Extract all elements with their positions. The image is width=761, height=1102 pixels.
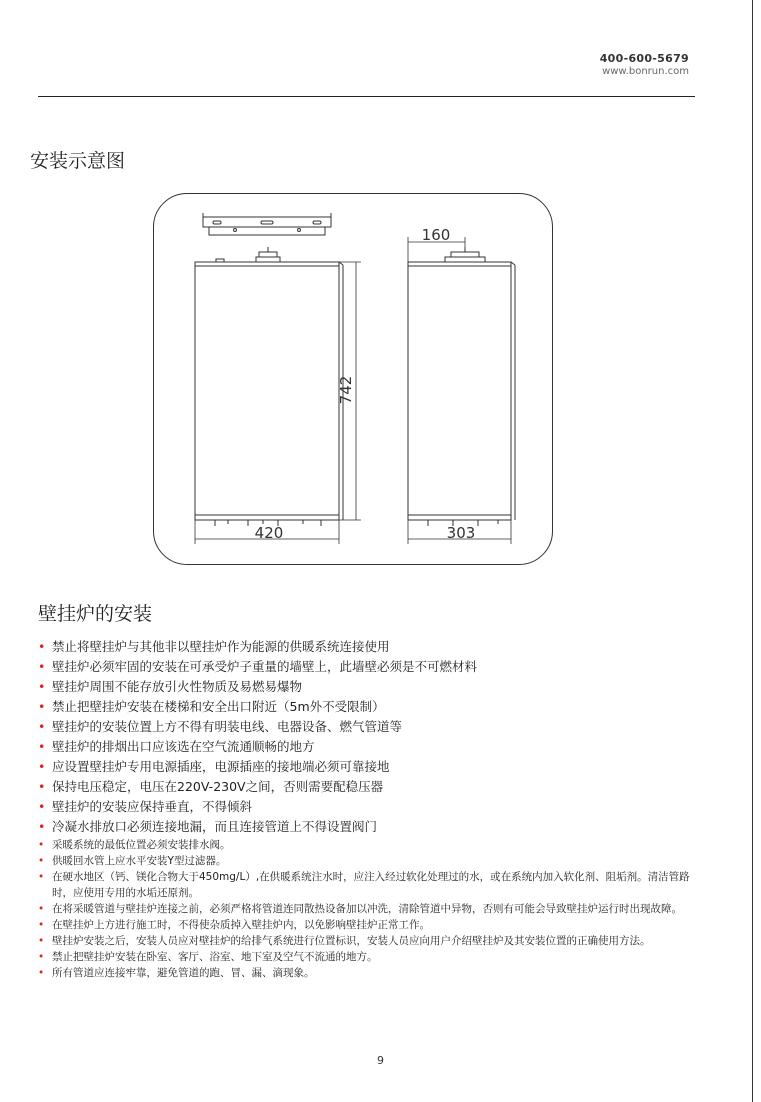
list-item bbox=[38, 737, 718, 757]
bullet-icon: • bbox=[38, 839, 45, 851]
bullet-icon: • bbox=[38, 855, 45, 867]
bullet-icon: • bbox=[38, 659, 46, 674]
list-item-text: 在壁挂炉上方进行施工时，不得使杂质掉入壁挂炉内，以免影响壁挂炉正常工作。 bbox=[52, 918, 430, 931]
list-item-text: 采暖系统的最低位置必须安装排水阀。 bbox=[52, 839, 231, 851]
list-item-text: 在将采暖管道与壁挂炉连接之前，必须严格将管道连同散热设备加以冲洗，清除管道中异物，否则有可能会导致壁挂炉运行时出现故障。 bbox=[52, 902, 682, 915]
list-item-text: 壁挂炉周围不能存放引火性物质及易燃易爆物 bbox=[52, 679, 303, 694]
bullet-icon: • bbox=[38, 719, 46, 734]
bullet-icon: • bbox=[38, 819, 46, 834]
list-item-text: 壁挂炉的安装位置上方不得有明装电线、电器设备、燃气管道等 bbox=[52, 719, 403, 734]
bullet-icon: • bbox=[38, 799, 46, 814]
list-item bbox=[38, 934, 698, 950]
list-item bbox=[38, 797, 718, 817]
list-item-text: 所有管道应连接牢靠，避免管道的跑、冒、漏、滴现象。 bbox=[52, 966, 315, 979]
bullet-icon: • bbox=[38, 759, 46, 774]
list-item bbox=[38, 902, 698, 918]
bullet-icon: • bbox=[38, 918, 45, 931]
height-dimension-label: 742 bbox=[337, 375, 355, 405]
bullet-icon: • bbox=[38, 639, 46, 654]
phone-number: 400-600-5679 bbox=[599, 52, 689, 65]
bullet-icon: • bbox=[38, 966, 45, 979]
contact-info bbox=[600, 52, 689, 77]
list-item-text: 壁挂炉安装之后，安装人员应对壁挂炉的给排气系统进行位置标识，安装人员应向用户介绍壁挂炉及其安装位置的正确使用方法。 bbox=[52, 934, 651, 947]
list-item-text: 禁止把壁挂炉安装在楼梯和安全出口附近（5m外不受限制） bbox=[52, 699, 385, 714]
flue-offset-label: 160 bbox=[421, 226, 451, 244]
install-diagram-title: 安装示意图 bbox=[30, 150, 126, 172]
list-item bbox=[38, 950, 698, 966]
list-item bbox=[38, 757, 718, 777]
list-item bbox=[38, 657, 718, 677]
list-item bbox=[38, 870, 698, 901]
list-item bbox=[38, 717, 718, 737]
primary-requirements-list bbox=[38, 637, 718, 837]
secondary-requirements-list bbox=[38, 838, 698, 982]
header-divider bbox=[38, 96, 695, 97]
list-item bbox=[38, 854, 698, 870]
list-item bbox=[38, 697, 718, 717]
list-item-text: 壁挂炉的排烟出口应该选在空气流通顺畅的地方 bbox=[52, 739, 315, 754]
bullet-icon: • bbox=[38, 699, 46, 714]
list-item-text: 壁挂炉的安装应保持垂直，不得倾斜 bbox=[52, 799, 253, 814]
list-item-text: 冷凝水排放口必须连接地漏，而且连接管道上不得设置阀门 bbox=[52, 819, 378, 834]
list-item bbox=[38, 677, 718, 697]
list-item bbox=[38, 918, 698, 934]
bullet-icon: • bbox=[38, 934, 45, 947]
side-depth-label: 303 bbox=[446, 524, 476, 542]
front-view-boiler bbox=[195, 247, 343, 526]
list-item bbox=[38, 966, 698, 982]
bullet-icon: • bbox=[38, 739, 46, 754]
front-width-label: 420 bbox=[254, 524, 284, 542]
list-item-text: 禁止将壁挂炉与其他非以壁挂炉作为能源的供暖系统连接使用 bbox=[52, 639, 390, 654]
mounting-bracket bbox=[203, 213, 331, 235]
bullet-icon: • bbox=[38, 679, 46, 694]
bullet-icon: • bbox=[38, 902, 45, 915]
page-edge-line bbox=[752, 0, 753, 1102]
list-item-text: 保持电压稳定，电压在220V-230V之间，否则需要配稳压器 bbox=[52, 779, 384, 794]
mounting-section-title: 壁挂炉的安装 bbox=[38, 603, 153, 625]
installation-diagram bbox=[153, 193, 553, 565]
list-item-text: 供暖回水管上应水平安装Y型过滤器。 bbox=[52, 855, 227, 867]
website-url: www.bonrun.com bbox=[602, 66, 689, 77]
bullet-icon: • bbox=[38, 871, 45, 883]
page-number: 9 bbox=[377, 1054, 384, 1067]
list-item bbox=[38, 637, 718, 657]
list-item-text: 壁挂炉必须牢固的安装在可承受炉子重量的墙壁上，此墙壁必须是不可燃材料 bbox=[52, 659, 478, 674]
list-item bbox=[38, 817, 718, 837]
list-item-text: 在硬水地区（钙、镁化合物大于450mg/L）,在供暖系统注水时，应注入经过软化处理过的水，或在系统内加入软化剂、阻垢剂。清洁管路时，应使用专用的水垢还原剂。 bbox=[52, 871, 690, 899]
side-view-boiler bbox=[408, 247, 515, 526]
list-item-text: 禁止把壁挂炉安装在卧室、客厅、浴室、地下室及空气不流通的地方。 bbox=[52, 950, 378, 963]
bullet-icon: • bbox=[38, 950, 45, 963]
bullet-icon: • bbox=[38, 779, 46, 794]
list-item bbox=[38, 838, 698, 854]
list-item bbox=[38, 777, 718, 797]
list-item-text: 应设置壁挂炉专用电源插座，电源插座的接地端必须可靠接地 bbox=[52, 759, 390, 774]
